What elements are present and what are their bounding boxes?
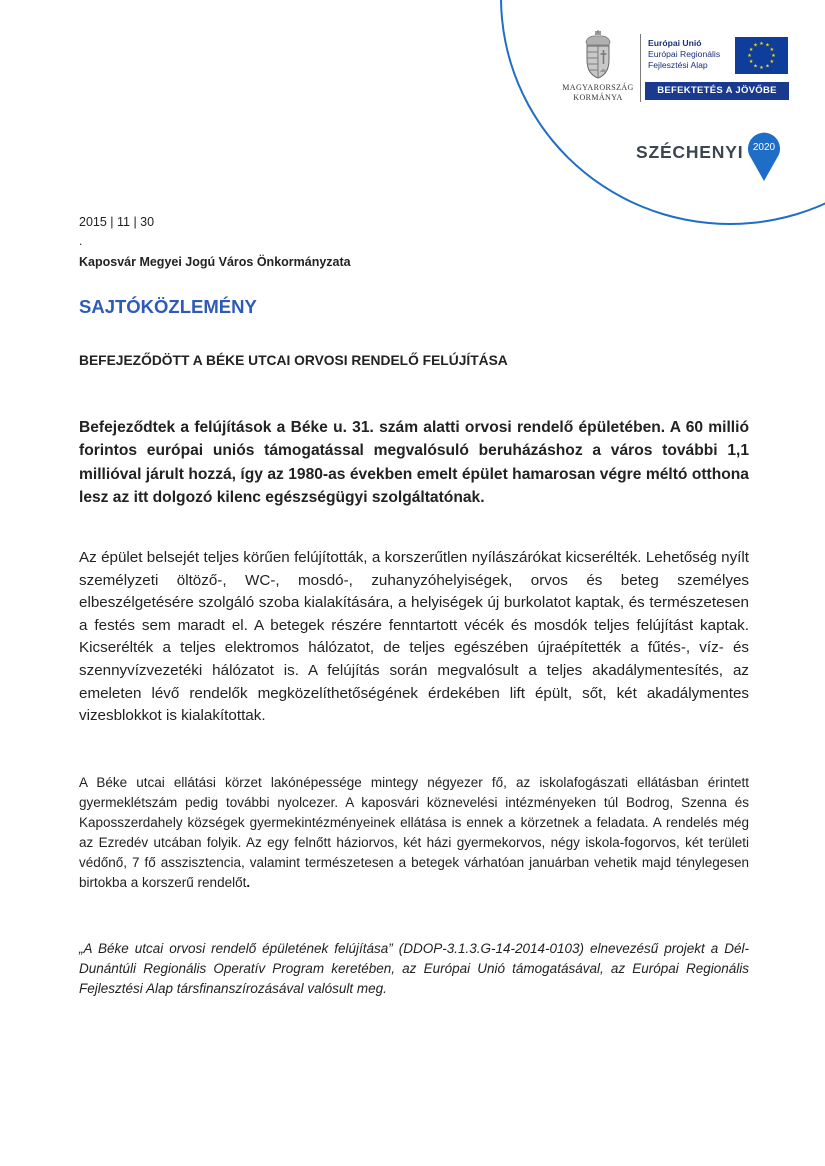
headline: BEFEJEZŐDÖTT A BÉKE UTCAI ORVOSI RENDELŐ FELÚJÍTÁSA [79, 353, 508, 368]
eu-flag-icon [735, 37, 788, 74]
szechenyi-year: 2020 [752, 142, 776, 153]
government-name-line2: KORMÁNYA [573, 93, 623, 102]
szechenyi-2020-pin-icon [746, 128, 782, 182]
szechenyi-logo-text: SZÉCHENYI [636, 142, 744, 162]
body-paragraph-2-end: . [246, 874, 251, 890]
eu-star-icon: ★ [765, 42, 770, 49]
eu-fund-line2: Fejlesztési Alap [648, 60, 708, 70]
body-paragraph-1: Az épület belsejét teljes körűen felújították, a korszerűtlen nyílászárókat kicserélték. Lehetőség nyílt személyzeti öltöző-, WC-, mosdó-, zuhanyzóhelyiségek, orvos és beteg személyes elbeszélgetésére szolgáló szoba kialakítására, a helyiségek új burkolatot kaptak, és természetesen a festés sem maradt el. A betegek részére fenntartott vécék és mosdók teljes felújítást kaptak. Kicserélték a teljes elektromos hálózatot, de teljes egészében újraépítették a fűtés-, víz- és szennyvízvezetéki hálózatot is. A felújítás során megvalósult a teljes akadálymentesítés, az emeleten lévő rendelők megközelíthetőségének érdekében lift épült, sőt, két akadálymentes vizesblokkot is kialakítottak. [79, 549, 749, 725]
eu-star-icon: ★ [771, 53, 776, 60]
eu-star-icon: ★ [759, 41, 764, 48]
decorative-arc [500, 0, 825, 225]
press-release-label: SAJTÓKÖZLEMÉNY [79, 296, 257, 317]
government-name-line1: MAGYARORSZÁG [562, 83, 634, 92]
body-paragraph-2-text: A Béke utcai ellátási körzet lakónépessége mintegy négyezer fő, az iskolafogászati ellátásban érintett gyermeklétszám pedig további nyolcezer. A kaposvári köznevelési intézményeken túl Bodrog, Szenna és Kaposszerdahely községek gyermekintézményeinek ellátása is ennek a körzetnek a feladata. A rendelés még az Ezredév utcában folyik. Az egy felnőtt háziorvos, két házi gyermekorvos, négy iskola-fogorvos, két területi védőnő, 7 fő asszisztencia, valamint természetesen a betegek várhatóan januárban vehetik majd ténylegesen birtokba a korszerű rendelőt [79, 775, 749, 890]
eu-star-icon: ★ [748, 47, 754, 54]
body-paragraph-2 [79, 773, 749, 892]
government-name [548, 83, 648, 103]
eu-fund-text [648, 38, 720, 71]
eu-star-icon: ★ [753, 63, 758, 70]
logo-separator [640, 34, 641, 102]
eu-star-icon: ★ [769, 47, 775, 54]
eu-star-icon: ★ [769, 59, 775, 66]
eu-star-icon: ★ [759, 65, 764, 72]
eu-star-icon: ★ [748, 59, 754, 66]
eu-star-icon: ★ [753, 42, 758, 49]
document-date: 2015 | 11 | 30 [79, 215, 155, 229]
hungarian-coat-of-arms-icon [580, 30, 616, 80]
eu-title: Európai Unió [648, 38, 702, 48]
eu-star-icon: ★ [765, 63, 770, 70]
eu-banner: BEFEKTETÉS A JÖVŐBE [645, 82, 789, 100]
eu-star-icon: ★ [747, 53, 752, 60]
lead-paragraph: Befejeződtek a felújítások a Béke u. 31. szám alatti orvosi rendelő épületében. A 60 millió forintos európai uniós támogatással megvalósuló beruházáshoz a város további 1,1 millióval járult hozzá, így az 1980-as években emelt épület hamarosan végre méltó otthona lesz az itt dolgozó kilenc egészségügyi szolgáltatónak. [79, 419, 749, 506]
project-note: „A Béke utcai orvosi rendelő épületének felújítása” (DDOP-3.1.3.G-14-2014-0103) elnevezésű projekt a Dél-Dunántúli Regionális Operatív Program keretében, az Európai Unió támogatásával, az Európai Regionális Fejlesztési Alap társfinanszírozásával valósult meg. [79, 941, 749, 996]
organization-name: Kaposvár Megyei Jogú Város Önkormányzata [79, 255, 351, 269]
eu-fund-line1: Európai Regionális [648, 49, 721, 59]
date-dot: . [79, 234, 83, 248]
